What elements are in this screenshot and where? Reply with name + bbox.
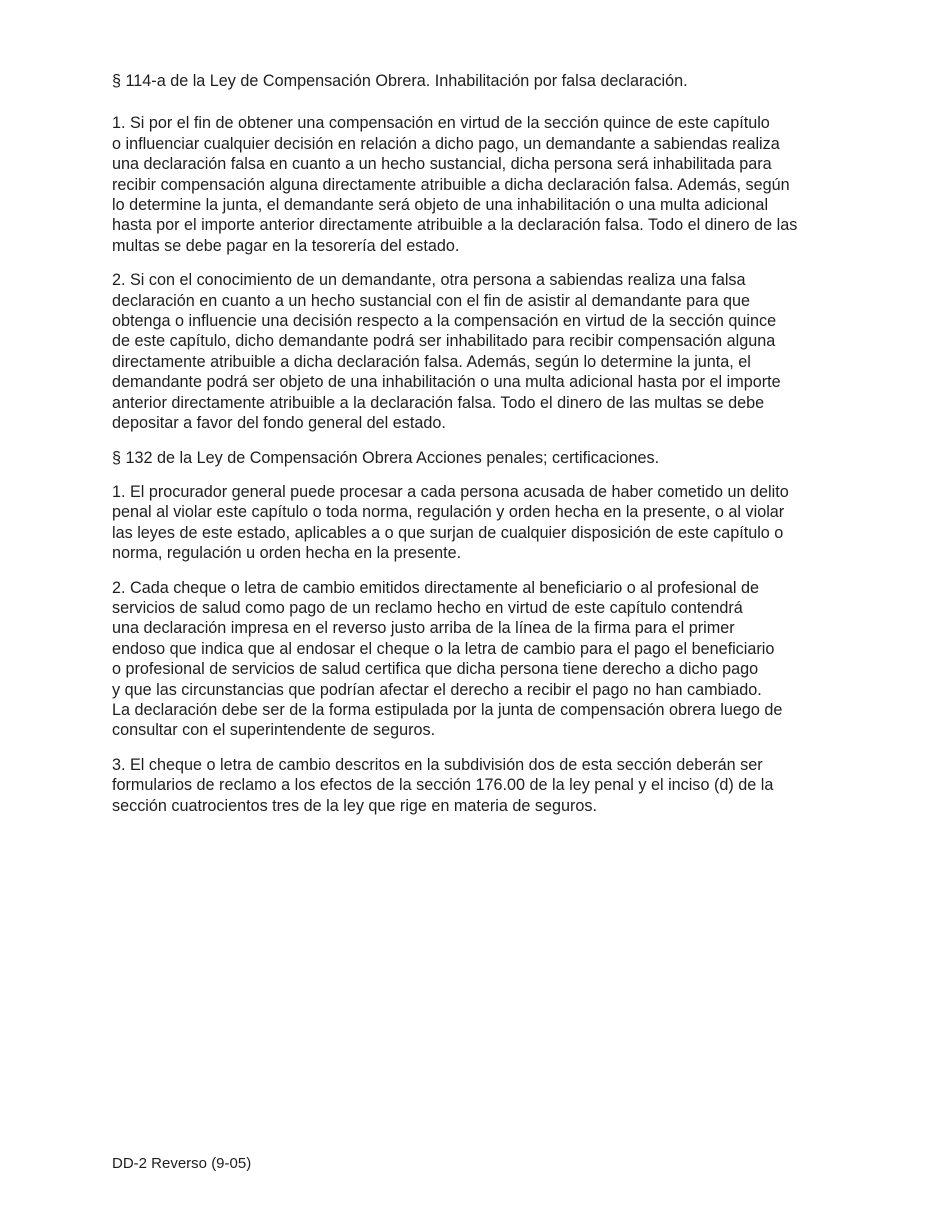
section-heading-114a: § 114-a de la Ley de Compensación Obrera. Inhabilitación por falsa declaración.	[112, 72, 688, 90]
paragraph-114a-1: 1. Si por el fin de obtener una compensación en virtud de la sección quince de este capítulo o influenciar cualquier decisión en relación a dicho pago, un demandante a sabiendas realiza una declaración falsa en cuanto a un hecho sustancial, dicha persona será inhabilitada para recibir compensación alguna directamente atribuible a dicha declaración falsa. Además, según lo determine la junta, el demandante será objeto de una inhabilitación o una multa adicional hasta por el importe anterior directamente atribuible a la declaración falsa. Todo el dinero de las multas se debe pagar en la tesorería del estado.	[112, 114, 798, 255]
section-heading-132: § 132 de la Ley de Compensación Obrera Acciones penales; certificaciones.	[112, 448, 660, 467]
document-body	[112, 71, 842, 816]
footer-form-id: DD-2 Reverso (9-05)	[112, 1155, 252, 1172]
paragraph-132-1: 1. El procurador general puede procesar a cada persona acusada de haber cometido un delito penal al violar este capítulo o toda norma, regulación y orden hecha en la presente, o al violar las leyes de este estado, aplicables a o que surjan de cualquier disposición de este capítulo o norma, regulación u orden hecha en la presente.	[112, 482, 789, 563]
paragraph-114a-2: 2. Si con el conocimiento de un demandante, otra persona a sabiendas realiza una falsa declaración en cuanto a un hecho sustancial con el fin de asistir al demandante para que obtenga o influencie una decisión respecto a la compensación en virtud de la sección quince de este capítulo, dicho demandante podrá ser inhabilitado para recibir compensación alguna directamente atribuible a dicha declaración falsa. Además, según lo determine la junta, el demandante podrá ser objeto de una inhabilitación o una multa adicional hasta por el importe anterior directamente atribuible a la declaración falsa. Todo el dinero de las multas se debe depositar a favor del fondo general del estado.	[112, 271, 781, 433]
paragraph-132-2: 2. Cada cheque o letra de cambio emitidos directamente al beneficiario o al profesional de servicios de salud como pago de un reclamo hecho en virtud de este capítulo contendrá una declaración impresa en el reverso justo arriba de la línea de la firma para el primer endoso que indica que al endosar el cheque o la letra de cambio para el pago el beneficiario o profesional de servicios de salud certifica que dicha persona tiene derecho a dicho pago y que las circunstancias que podrían afectar el derecho a recibir el pago no han cambiado. La declaración debe ser de la forma estipulada por la junta de compensación obrera luego de consultar con el superintendente de seguros.	[112, 578, 783, 740]
paragraph-132-3: 3. El cheque o letra de cambio descritos en la subdivisión dos de esta sección deberán ser formularios de reclamo a los efectos de la sección 176.00 de la ley penal y el inciso (d) de la sección cuatrocientos tres de la ley que rige en materia de seguros.	[112, 755, 774, 815]
